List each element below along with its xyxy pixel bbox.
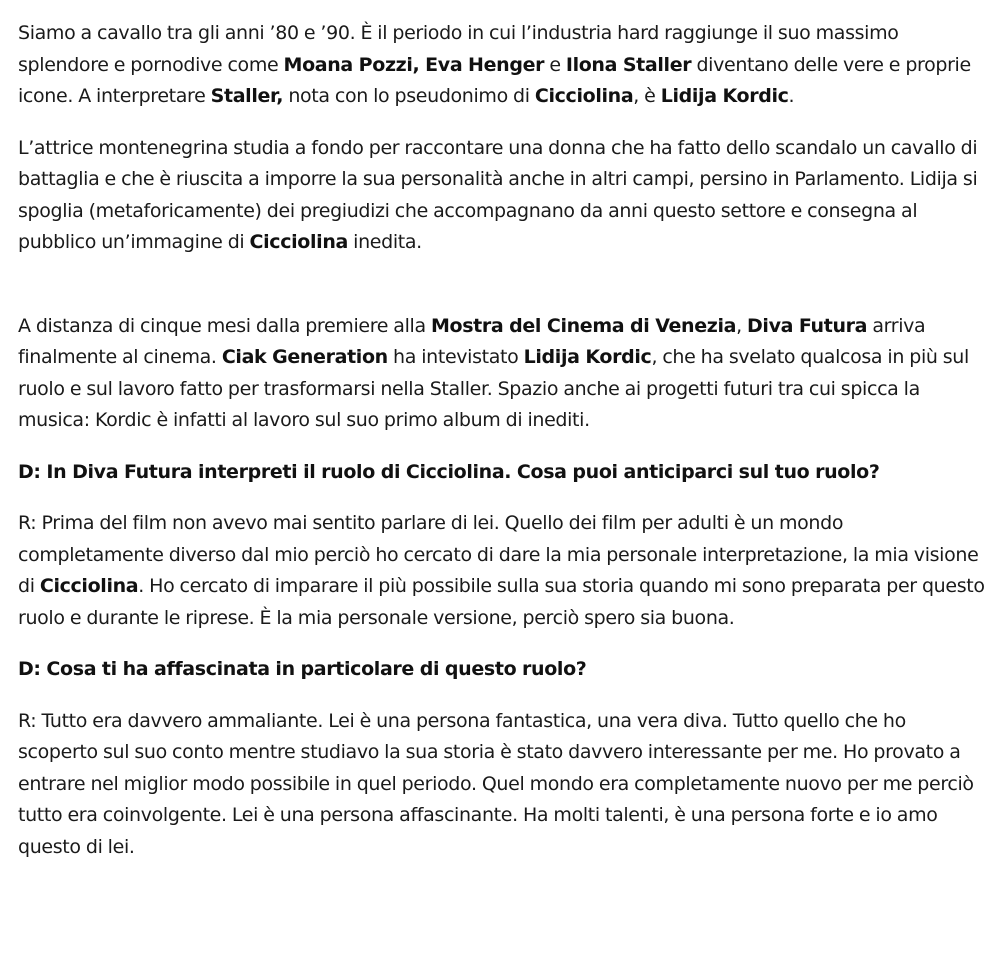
paragraph-spacer xyxy=(18,488,988,508)
bold-name: Staller, xyxy=(210,85,284,107)
bold-names: Moana Pozzi, Eva Henger xyxy=(283,53,545,76)
bold-name: Cicciolina xyxy=(249,231,348,253)
intro-paragraph xyxy=(18,18,988,113)
text-run: A distanza di cinque mesi dalla premiere alla xyxy=(18,314,431,337)
paragraph-spacer xyxy=(18,686,988,706)
text-run: L’attrice montenegrina studia a fondo per raccontare una donna che ha fatto dello scandalo un cavallo di battaglia e che è riuscita a imporre la sua personalità anche in altri campi, persino in Parlamento. Lidija si spoglia (metaforicamente) dei pregiudizi che accompagnano da anni questo settore e consegna al pubblico un’immagine di xyxy=(18,136,978,253)
bold-publication: Ciak Generation xyxy=(221,346,388,368)
text-run: arriva finalmente al cinema. xyxy=(18,314,926,368)
bold-event: Mostra del Cinema di Venezia xyxy=(430,314,737,337)
question-1: D: In Diva Futura interpreti il ruolo di Cicciolina. Cosa puoi anticiparci sul tuo ruolo? xyxy=(18,460,880,483)
context-paragraph xyxy=(18,133,988,259)
text-run: . xyxy=(788,85,795,107)
paragraph-spacer xyxy=(18,113,988,133)
text-run: , è xyxy=(633,85,661,107)
text-run: ha intevistato xyxy=(387,346,524,368)
text-run: . Ho cercato di imparare il più possibile sulla sua storia quando mi sono preparata per questo ruolo e durante le riprese. È la mia personale versione, perciò spero sia buona. xyxy=(18,575,985,629)
answer-1 xyxy=(18,508,988,634)
bold-title: Diva Futura xyxy=(747,314,868,337)
bold-name: Cicciolina xyxy=(534,85,634,107)
text-run: , che ha svelato qualcosa in più sul ruolo e sul lavoro fatto per trasformarsi nella Staller. Spazio anche ai progetti futuri tra cui spicca la musica: Kordic è infatti al lavoro sul suo primo album di inediti. xyxy=(18,346,969,431)
answer-2 xyxy=(18,706,988,864)
text-run: R: Prima del film non avevo mai sentito parlare di lei. Quello dei film per adulti è un mondo completamente diverso dal mio perciò ho cercato di dare la mia personale interpretazione, la mia visione di xyxy=(18,512,979,597)
text-run: e xyxy=(544,53,566,76)
text-run: diventano delle vere e proprie icone. A interpretare xyxy=(18,53,971,107)
text-run: , xyxy=(736,314,747,337)
text-run: Siamo a cavallo tra gli anni ’80 e ’90. È il periodo in cui l’industria hard raggiunge il suo massimo splendore e pornodive come xyxy=(18,22,899,76)
text-run: R: Tutto era davvero ammaliante. Lei è una persona fantastica, una vera diva. Tutto quello che ho scoperto sul suo conto mentre studiavo la sua storia è stato davvero interessante per me. Ho provato a entrare nel miglior modo possibile in quel periodo. Quel mondo era completamente nuovo per me perciò tutto era coinvolgente. Lei è una persona affascinante. Ha molti talenti, è una persona forte e io amo questo di lei. xyxy=(18,709,974,858)
bold-name: Lidija Kordic xyxy=(660,85,789,107)
bold-name: Ilona Staller xyxy=(565,53,692,76)
question-2: D: Cosa ti ha affascinata in particolare di questo ruolo? xyxy=(18,658,587,680)
bold-name: Lidija Kordic xyxy=(523,346,652,368)
text-run: nota con lo pseudonimo di xyxy=(283,85,535,107)
interview-intro-paragraph xyxy=(18,311,988,437)
text-run: inedita. xyxy=(347,231,422,253)
paragraph-spacer xyxy=(18,259,988,311)
paragraph-spacer xyxy=(18,634,988,654)
paragraph-spacer xyxy=(18,437,988,457)
bold-name: Cicciolina xyxy=(39,575,139,597)
